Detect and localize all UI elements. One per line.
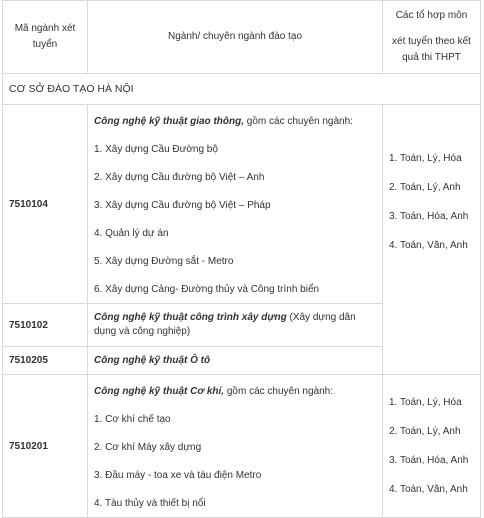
major-code: 7510205 <box>3 347 88 375</box>
subjects-cell <box>383 375 481 518</box>
subject-combo: 2. Toán, Lý, Anh <box>389 181 461 193</box>
subject-combo: 4. Toán, Văn, Anh <box>389 483 468 495</box>
major-cell: Công nghệ kỹ thuật Ô tô <box>88 347 383 375</box>
major-code: 7510201 <box>3 375 88 518</box>
table-row <box>3 105 481 304</box>
major-cell: Công nghệ kỹ thuật giao thông, gồm các chuyên ngành: 1. Xây dựng Cầu Đường bộ 2. Xây dựng Cầu đường bộ Việt – Anh 3. Xây dựng Cầu đường bộ Việt – Pháp 4. Quản lý dự án 5. Xây dựng Đường sắt - Metro 6. Xây dựng Cảng- Đường thủy và Công trình biển <box>88 105 383 304</box>
subject-combo: 2. Toán, Lý, Anh <box>389 425 461 437</box>
list-item: 1. Cơ khí chế tạo <box>94 414 171 425</box>
major-cell: Công nghệ kỹ thuật Cơ khí, gồm các chuyên ngành: 1. Cơ khí chế tạo 2. Cơ khí Máy xây dựng 3. Đầu máy - toa xe và tàu điện Metro 4. Tàu thủy và thiết bị nổi <box>88 375 383 518</box>
subject-combo: 3. Toán, Hóa, Anh <box>389 210 469 222</box>
major-code: 7510104 <box>3 105 88 304</box>
major-cell: Công nghệ kỹ thuật công trình xây dựng (Xây dựng dân dụng và công nghiệp) <box>88 304 383 347</box>
section-title: CƠ SỞ ĐÀO TẠO HÀ NỘI <box>3 74 481 105</box>
table-header-row <box>3 1 481 74</box>
table-row <box>3 375 481 518</box>
list-item: 6. Xây dựng Cảng- Đường thủy và Công trình biển <box>94 284 320 295</box>
admission-table <box>2 0 481 518</box>
list-item: 3. Xây dựng Cầu đường bộ Việt – Pháp <box>94 200 271 211</box>
list-item: 4. Tàu thủy và thiết bị nổi <box>94 498 206 509</box>
subject-combo: 1. Toán, Lý, Hóa <box>389 396 462 408</box>
section-row <box>3 74 481 105</box>
major-code: 7510102 <box>3 304 88 347</box>
list-item: 2. Cơ khí Máy xây dựng <box>94 442 202 453</box>
list-item: 2. Xây dựng Cầu đường bộ Việt – Anh <box>94 172 265 183</box>
list-item: 1. Xây dựng Cầu Đường bộ <box>94 144 218 155</box>
list-item: 3. Đầu máy - toa xe và tàu điện Metro <box>94 470 262 481</box>
list-item: 4. Quản lý dự án <box>94 228 169 239</box>
list-item: 5. Xây dựng Đường sắt - Metro <box>94 256 234 267</box>
header-major: Ngành/ chuyên ngành đào tạo <box>88 1 383 74</box>
subject-combo: 1. Toán, Lý, Hóa <box>389 152 462 164</box>
subject-combo: 4. Toán, Văn, Anh <box>389 239 468 251</box>
subject-combo: 3. Toán, Hóa, Anh <box>389 454 469 466</box>
header-code: Mã ngành xét tuyển <box>3 1 88 74</box>
header-subjects: Các tổ hợp môn xét tuyển theo kết quả thi THPT <box>383 1 481 74</box>
subjects-cell <box>383 105 481 375</box>
